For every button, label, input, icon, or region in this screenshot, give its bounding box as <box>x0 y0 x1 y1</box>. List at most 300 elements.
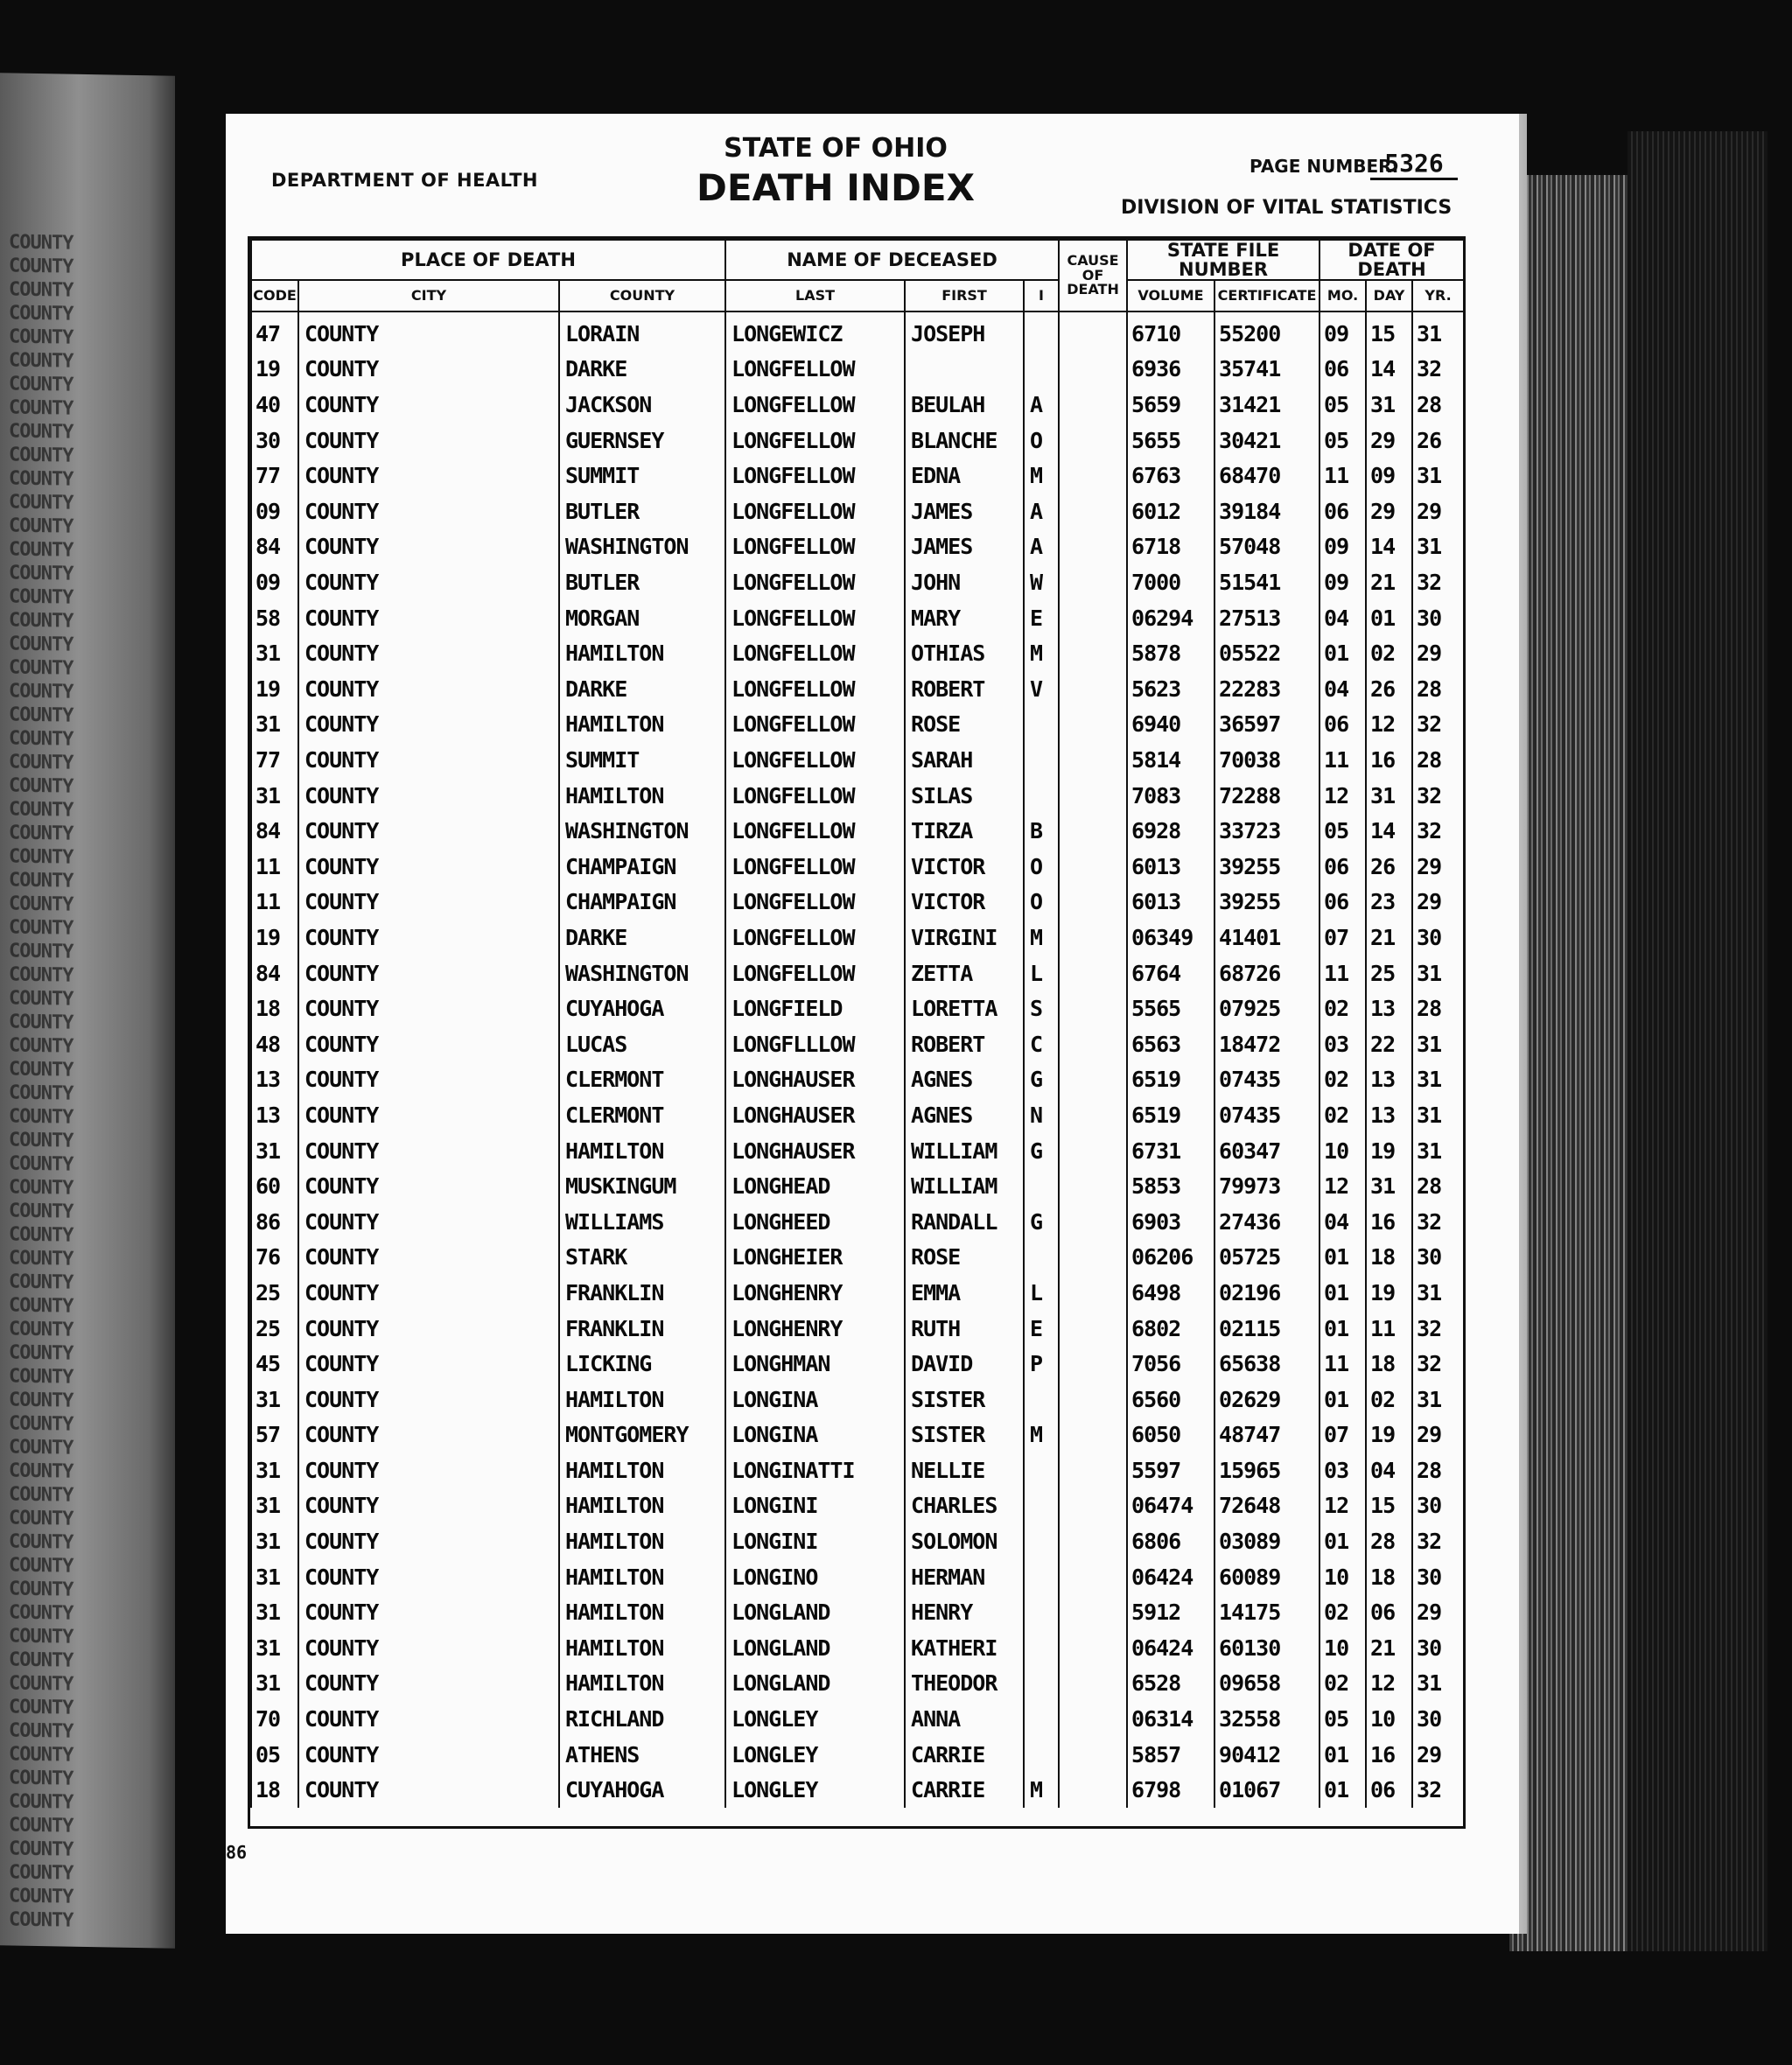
day-cell: 12 <box>1366 707 1412 743</box>
cause-cell <box>1059 1559 1127 1595</box>
day-cell: 11 <box>1366 1311 1412 1347</box>
volume-cell: 6940 <box>1127 707 1214 743</box>
year-cell: 32 <box>1412 1311 1464 1347</box>
initial-cell <box>1024 1452 1059 1488</box>
cause-cell <box>1059 1772 1127 1808</box>
day-cell: 10 <box>1366 1701 1412 1737</box>
table-row <box>251 1346 1464 1382</box>
cause-cell <box>1059 635 1127 671</box>
month-cell: 09 <box>1320 529 1366 565</box>
cause-cell <box>1059 778 1127 814</box>
table-row <box>251 778 1464 814</box>
month-cell: 02 <box>1320 990 1366 1026</box>
volume-cell: 6710 <box>1127 312 1214 352</box>
month-cell: 02 <box>1320 1062 1366 1098</box>
code-cell: 31 <box>251 1594 298 1630</box>
initial-cell: E <box>1024 600 1059 636</box>
certificate-header: CERTIFICATE <box>1214 280 1320 312</box>
city-cell: COUNTY <box>298 1382 559 1418</box>
county-cell: CUYAHOGA <box>559 990 725 1026</box>
city-header: CITY <box>298 280 559 312</box>
last-name-cell: LONGHAUSER <box>725 1097 905 1133</box>
initial-cell: C <box>1024 1026 1059 1062</box>
last-name-cell: LONGFELLOW <box>725 742 905 778</box>
day-cell: 14 <box>1366 529 1412 565</box>
first-name-cell: CHARLES <box>905 1488 1024 1524</box>
code-cell: 84 <box>251 813 298 849</box>
first-name-cell: CARRIE <box>905 1737 1024 1773</box>
month-cell: 04 <box>1320 671 1366 707</box>
initial-cell: A <box>1024 529 1059 565</box>
code-cell: 18 <box>251 990 298 1026</box>
city-cell: COUNTY <box>298 458 559 494</box>
first-name-cell: ANNA <box>905 1701 1024 1737</box>
month-cell: 02 <box>1320 1594 1366 1630</box>
month-cell: 01 <box>1320 1772 1366 1808</box>
year-cell: 32 <box>1412 1523 1464 1559</box>
month-cell: 10 <box>1320 1133 1366 1169</box>
first-name-cell: WILLIAM <box>905 1168 1024 1204</box>
first-name-header: FIRST <box>905 280 1024 312</box>
last-name-cell: LONGINI <box>725 1488 905 1524</box>
year-cell: 31 <box>1412 1133 1464 1169</box>
county-cell: HAMILTON <box>559 1666 725 1702</box>
year-header: YR. <box>1412 280 1464 312</box>
volume-cell: 6560 <box>1127 1382 1214 1418</box>
year-cell: 32 <box>1412 707 1464 743</box>
department-label: DEPARTMENT OF HEALTH <box>271 170 538 191</box>
city-cell: COUNTY <box>298 990 559 1026</box>
county-cell: HAMILTON <box>559 635 725 671</box>
first-name-cell: ROBERT <box>905 1026 1024 1062</box>
cause-cell <box>1059 849 1127 885</box>
year-cell: 30 <box>1412 1240 1464 1276</box>
last-name-cell: LONGFLLLOW <box>725 1026 905 1062</box>
initial-cell <box>1024 707 1059 743</box>
place-of-death-header: PLACE OF DEATH <box>251 240 725 280</box>
table-row <box>251 1666 1464 1702</box>
year-cell: 28 <box>1412 1168 1464 1204</box>
initial-cell: G <box>1024 1133 1059 1169</box>
code-cell: 19 <box>251 671 298 707</box>
adjacent-page <box>0 73 175 1948</box>
certificate-cell: 72648 <box>1214 1488 1320 1524</box>
last-name-cell: LONGFELLOW <box>725 849 905 885</box>
year-cell: 31 <box>1412 956 1464 991</box>
certificate-cell: 15965 <box>1214 1452 1320 1488</box>
last-name-cell: LONGLEY <box>725 1772 905 1808</box>
table-row <box>251 990 1464 1026</box>
certificate-cell: 27513 <box>1214 600 1320 636</box>
book-page-edges <box>1509 175 1628 1951</box>
volume-cell: 6763 <box>1127 458 1214 494</box>
volume-cell: 5565 <box>1127 990 1214 1026</box>
last-name-cell: LONGINO <box>725 1559 905 1595</box>
certificate-cell: 68726 <box>1214 956 1320 991</box>
table-row <box>251 885 1464 920</box>
cause-cell <box>1059 1026 1127 1062</box>
day-cell: 22 <box>1366 1026 1412 1062</box>
year-cell: 31 <box>1412 529 1464 565</box>
county-cell: SUMMIT <box>559 458 725 494</box>
year-cell: 32 <box>1412 1346 1464 1382</box>
cause-cell <box>1059 1452 1127 1488</box>
volume-cell: 6764 <box>1127 956 1214 991</box>
last-name-cell: LONGINATTI <box>725 1452 905 1488</box>
table-row <box>251 1452 1464 1488</box>
year-cell: 30 <box>1412 1488 1464 1524</box>
code-cell: 48 <box>251 1026 298 1062</box>
cause-cell <box>1059 707 1127 743</box>
initial-cell: O <box>1024 849 1059 885</box>
death-index-page <box>226 114 1519 1934</box>
county-cell: LICKING <box>559 1346 725 1382</box>
certificate-cell: 48747 <box>1214 1418 1320 1453</box>
table-row <box>251 813 1464 849</box>
initial-cell: G <box>1024 1062 1059 1098</box>
last-name-cell: LONGFELLOW <box>725 671 905 707</box>
first-name-cell: SOLOMON <box>905 1523 1024 1559</box>
cause-cell <box>1059 1418 1127 1453</box>
certificate-cell: 35741 <box>1214 352 1320 388</box>
table-row <box>251 1488 1464 1524</box>
volume-cell: 5878 <box>1127 635 1214 671</box>
month-cell: 11 <box>1320 1346 1366 1382</box>
table-row <box>251 1133 1464 1169</box>
initial-cell <box>1024 742 1059 778</box>
year-cell: 31 <box>1412 1666 1464 1702</box>
county-cell: FRANKLIN <box>559 1311 725 1347</box>
county-cell: RICHLAND <box>559 1701 725 1737</box>
month-cell: 01 <box>1320 1523 1366 1559</box>
table-row <box>251 849 1464 885</box>
code-cell: 77 <box>251 742 298 778</box>
table-row <box>251 564 1464 600</box>
county-cell: DARKE <box>559 352 725 388</box>
volume-cell: 6013 <box>1127 885 1214 920</box>
volume-cell: 06474 <box>1127 1488 1214 1524</box>
code-cell: 58 <box>251 600 298 636</box>
month-cell: 11 <box>1320 956 1366 991</box>
year-cell: 26 <box>1412 423 1464 458</box>
county-cell: STARK <box>559 1240 725 1276</box>
day-cell: 26 <box>1366 671 1412 707</box>
code-cell: 31 <box>251 1133 298 1169</box>
city-cell: COUNTY <box>298 494 559 529</box>
table-row <box>251 1418 1464 1453</box>
first-name-cell: ZETTA <box>905 956 1024 991</box>
month-cell: 02 <box>1320 1097 1366 1133</box>
day-cell: 21 <box>1366 564 1412 600</box>
certificate-cell: 02629 <box>1214 1382 1320 1418</box>
month-cell: 06 <box>1320 352 1366 388</box>
volume-cell: 6528 <box>1127 1666 1214 1702</box>
year-cell: 32 <box>1412 778 1464 814</box>
day-cell: 02 <box>1366 635 1412 671</box>
table-row <box>251 1523 1464 1559</box>
initial-cell <box>1024 1382 1059 1418</box>
initial-cell: A <box>1024 387 1059 423</box>
year-cell: 29 <box>1412 635 1464 671</box>
last-name-cell: LONGINI <box>725 1523 905 1559</box>
county-cell: WASHINGTON <box>559 529 725 565</box>
initial-cell <box>1024 1630 1059 1666</box>
volume-header: VOLUME <box>1127 280 1214 312</box>
year-cell: 29 <box>1412 1418 1464 1453</box>
death-index-table <box>248 236 1466 1829</box>
volume-cell: 5814 <box>1127 742 1214 778</box>
last-name-cell: LONGLEY <box>725 1701 905 1737</box>
year-cell: 31 <box>1412 312 1464 352</box>
volume-cell: 7083 <box>1127 778 1214 814</box>
adjacent-page-text: COUNTY COUNTY COUNTY COUNTY COUNTY COUNTY COUNTY COUNTY COUNTY COUNTY COUNTY COUNTY COUNTY COUNTY COUNTY COUNTY COUNTY COUNTY COUNTY COUNTY COUNTY COUNTY COUNTY COUNTY COUNTY COUNTY COUNTY COUNTY COUNTY COUNTY COUNTY COUNTY COUNTY COUNTY COUNTY COUNTY COUNTY COUNTY COUNTY COUNTY COUNTY COUNTY COUNTY COUNTY COUNTY COUNTY COUNTY COUNTY COUNTY COUNTY COUNTY COUNTY COUNTY COUNTY COUNTY COUNTY COUNTY COUNTY COUNTY COUNTY COUNTY COUNTY COUNTY COUNTY COUNTY COUNTY COUNTY COUNTY COUNTY COUNTY COUNTY COUNTY <box>9 231 74 1932</box>
code-cell: 31 <box>251 707 298 743</box>
month-cell: 06 <box>1320 707 1366 743</box>
certificate-cell: 14175 <box>1214 1594 1320 1630</box>
first-name-cell: BLANCHE <box>905 423 1024 458</box>
last-name-cell: LONGLEY <box>725 1737 905 1773</box>
month-cell: 05 <box>1320 423 1366 458</box>
division-label: DIVISION OF VITAL STATISTICS <box>1121 197 1452 219</box>
city-cell: COUNTY <box>298 529 559 565</box>
first-name-cell: LORETTA <box>905 990 1024 1026</box>
code-cell: 25 <box>251 1311 298 1347</box>
cause-cell <box>1059 600 1127 636</box>
first-name-cell: JAMES <box>905 529 1024 565</box>
cause-cell <box>1059 1133 1127 1169</box>
table-row <box>251 458 1464 494</box>
code-cell: 45 <box>251 1346 298 1382</box>
cause-cell <box>1059 1382 1127 1418</box>
last-name-cell: LONGFELLOW <box>725 600 905 636</box>
table-row <box>251 1559 1464 1595</box>
initial-cell: M <box>1024 458 1059 494</box>
year-cell: 28 <box>1412 1452 1464 1488</box>
cause-cell <box>1059 1523 1127 1559</box>
certificate-cell: 03089 <box>1214 1523 1320 1559</box>
year-cell: 32 <box>1412 352 1464 388</box>
day-cell: 16 <box>1366 1737 1412 1773</box>
county-cell: HAMILTON <box>559 1559 725 1595</box>
county-cell: HAMILTON <box>559 1523 725 1559</box>
day-cell: 15 <box>1366 1488 1412 1524</box>
code-cell: 31 <box>251 635 298 671</box>
last-name-cell: LONGFELLOW <box>725 494 905 529</box>
certificate-cell: 22283 <box>1214 671 1320 707</box>
table-row <box>251 1701 1464 1737</box>
month-cell: 01 <box>1320 1382 1366 1418</box>
initial-cell: M <box>1024 1418 1059 1453</box>
day-cell: 25 <box>1366 956 1412 991</box>
day-cell: 31 <box>1366 387 1412 423</box>
code-cell: 31 <box>251 1382 298 1418</box>
county-cell: LUCAS <box>559 1026 725 1062</box>
last-name-cell: LONGFELLOW <box>725 956 905 991</box>
year-cell: 29 <box>1412 1737 1464 1773</box>
code-cell: 31 <box>251 1559 298 1595</box>
month-header: MO. <box>1320 280 1366 312</box>
cause-cell <box>1059 1240 1127 1276</box>
month-cell: 01 <box>1320 1275 1366 1311</box>
certificate-cell: 70038 <box>1214 742 1320 778</box>
last-name-cell: LONGHEIER <box>725 1240 905 1276</box>
day-cell: 19 <box>1366 1418 1412 1453</box>
city-cell: COUNTY <box>298 1559 559 1595</box>
code-cell: 60 <box>251 1168 298 1204</box>
day-cell: 13 <box>1366 990 1412 1026</box>
county-cell: HAMILTON <box>559 1594 725 1630</box>
state-file-number-header: STATE FILE NUMBER <box>1127 240 1320 280</box>
table-row <box>251 1594 1464 1630</box>
certificate-cell: 57048 <box>1214 529 1320 565</box>
year-cell: 29 <box>1412 849 1464 885</box>
month-cell: 09 <box>1320 564 1366 600</box>
county-cell: HAMILTON <box>559 778 725 814</box>
table-row <box>251 423 1464 458</box>
certificate-cell: 02115 <box>1214 1311 1320 1347</box>
county-cell: SUMMIT <box>559 742 725 778</box>
day-cell: 26 <box>1366 849 1412 885</box>
code-cell: 31 <box>251 1488 298 1524</box>
certificate-cell: 72288 <box>1214 778 1320 814</box>
city-cell: COUNTY <box>298 778 559 814</box>
table-row <box>251 1275 1464 1311</box>
city-cell: COUNTY <box>298 635 559 671</box>
last-name-cell: LONGHMAN <box>725 1346 905 1382</box>
volume-cell: 6903 <box>1127 1204 1214 1240</box>
initial-cell: M <box>1024 1772 1059 1808</box>
initial-cell <box>1024 312 1059 352</box>
code-cell: 13 <box>251 1062 298 1098</box>
county-cell: WILLIAMS <box>559 1204 725 1240</box>
volume-cell: 06424 <box>1127 1630 1214 1666</box>
county-cell: CHAMPAIGN <box>559 849 725 885</box>
day-cell: 16 <box>1366 1204 1412 1240</box>
cause-cell <box>1059 1630 1127 1666</box>
code-cell: 70 <box>251 1701 298 1737</box>
volume-cell: 7056 <box>1127 1346 1214 1382</box>
table-row <box>251 1168 1464 1204</box>
certificate-cell: 55200 <box>1214 312 1320 352</box>
cause-of-death-header: CAUSE OF DEATH <box>1059 240 1127 312</box>
date-of-death-header: DATE OF DEATH <box>1320 240 1464 280</box>
name-of-deceased-header: NAME OF DECEASED <box>725 240 1059 280</box>
initial-cell: N <box>1024 1097 1059 1133</box>
day-cell: 16 <box>1366 742 1412 778</box>
county-cell: MORGAN <box>559 600 725 636</box>
first-name-cell: VICTOR <box>905 885 1024 920</box>
table-row <box>251 494 1464 529</box>
table-row <box>251 742 1464 778</box>
last-name-cell: LONGLAND <box>725 1630 905 1666</box>
cause-cell <box>1059 423 1127 458</box>
day-cell: 02 <box>1366 1382 1412 1418</box>
volume-cell: 7000 <box>1127 564 1214 600</box>
cause-cell <box>1059 990 1127 1026</box>
initial-cell: P <box>1024 1346 1059 1382</box>
last-name-cell: LONGFELLOW <box>725 423 905 458</box>
city-cell: COUNTY <box>298 1204 559 1240</box>
cause-cell <box>1059 1097 1127 1133</box>
table-row <box>251 1382 1464 1418</box>
first-name-cell: CARRIE <box>905 1772 1024 1808</box>
county-cell: MONTGOMERY <box>559 1418 725 1453</box>
month-cell: 05 <box>1320 387 1366 423</box>
last-name-cell: LONGHENRY <box>725 1311 905 1347</box>
city-cell: COUNTY <box>298 1523 559 1559</box>
city-cell: COUNTY <box>298 1026 559 1062</box>
initial-cell: L <box>1024 956 1059 991</box>
year-cell: 29 <box>1412 1594 1464 1630</box>
first-name-cell: TIRZA <box>905 813 1024 849</box>
cause-cell <box>1059 1311 1127 1347</box>
cause-cell <box>1059 1275 1127 1311</box>
city-cell: COUNTY <box>298 920 559 956</box>
volume-cell: 06314 <box>1127 1701 1214 1737</box>
certificate-cell: 32558 <box>1214 1701 1320 1737</box>
code-cell: 31 <box>251 1666 298 1702</box>
city-cell: COUNTY <box>298 956 559 991</box>
cause-cell <box>1059 1488 1127 1524</box>
code-cell: 18 <box>251 1772 298 1808</box>
initial-cell <box>1024 1168 1059 1204</box>
death-records <box>251 312 1464 1808</box>
first-name-cell: VIRGINI <box>905 920 1024 956</box>
day-cell: 21 <box>1366 920 1412 956</box>
city-cell: COUNTY <box>298 1133 559 1169</box>
first-name-cell: BEULAH <box>905 387 1024 423</box>
cause-cell <box>1059 1594 1127 1630</box>
month-cell: 12 <box>1320 1168 1366 1204</box>
year-cell: 32 <box>1412 813 1464 849</box>
volume-cell: 6563 <box>1127 1026 1214 1062</box>
month-cell: 01 <box>1320 1311 1366 1347</box>
county-cell: BUTLER <box>559 494 725 529</box>
last-name-cell: LONGFELLOW <box>725 387 905 423</box>
day-cell: 19 <box>1366 1133 1412 1169</box>
county-cell: HAMILTON <box>559 1630 725 1666</box>
day-cell: 31 <box>1366 778 1412 814</box>
initial-cell <box>1024 1240 1059 1276</box>
table-row <box>251 1026 1464 1062</box>
year-cell: 30 <box>1412 600 1464 636</box>
cause-cell <box>1059 564 1127 600</box>
volume-cell: 5659 <box>1127 387 1214 423</box>
month-cell: 06 <box>1320 494 1366 529</box>
page-number: 5326 <box>1370 149 1458 180</box>
month-cell: 10 <box>1320 1630 1366 1666</box>
day-cell: 06 <box>1366 1772 1412 1808</box>
city-cell: COUNTY <box>298 423 559 458</box>
first-name-cell: JAMES <box>905 494 1024 529</box>
volume-cell: 5857 <box>1127 1737 1214 1773</box>
city-cell: COUNTY <box>298 1311 559 1347</box>
certificate-cell: 68470 <box>1214 458 1320 494</box>
certificate-cell: 05522 <box>1214 635 1320 671</box>
county-cell: GUERNSEY <box>559 423 725 458</box>
city-cell: COUNTY <box>298 1666 559 1702</box>
city-cell: COUNTY <box>298 742 559 778</box>
certificate-cell: 39255 <box>1214 849 1320 885</box>
volume-cell: 6806 <box>1127 1523 1214 1559</box>
table-row <box>251 920 1464 956</box>
code-cell: 30 <box>251 423 298 458</box>
last-name-cell: LONGHAUSER <box>725 1062 905 1098</box>
initial-cell: M <box>1024 920 1059 956</box>
day-cell: 12 <box>1366 1666 1412 1702</box>
last-name-cell: LONGFELLOW <box>725 529 905 565</box>
volume-cell: 6731 <box>1127 1133 1214 1169</box>
